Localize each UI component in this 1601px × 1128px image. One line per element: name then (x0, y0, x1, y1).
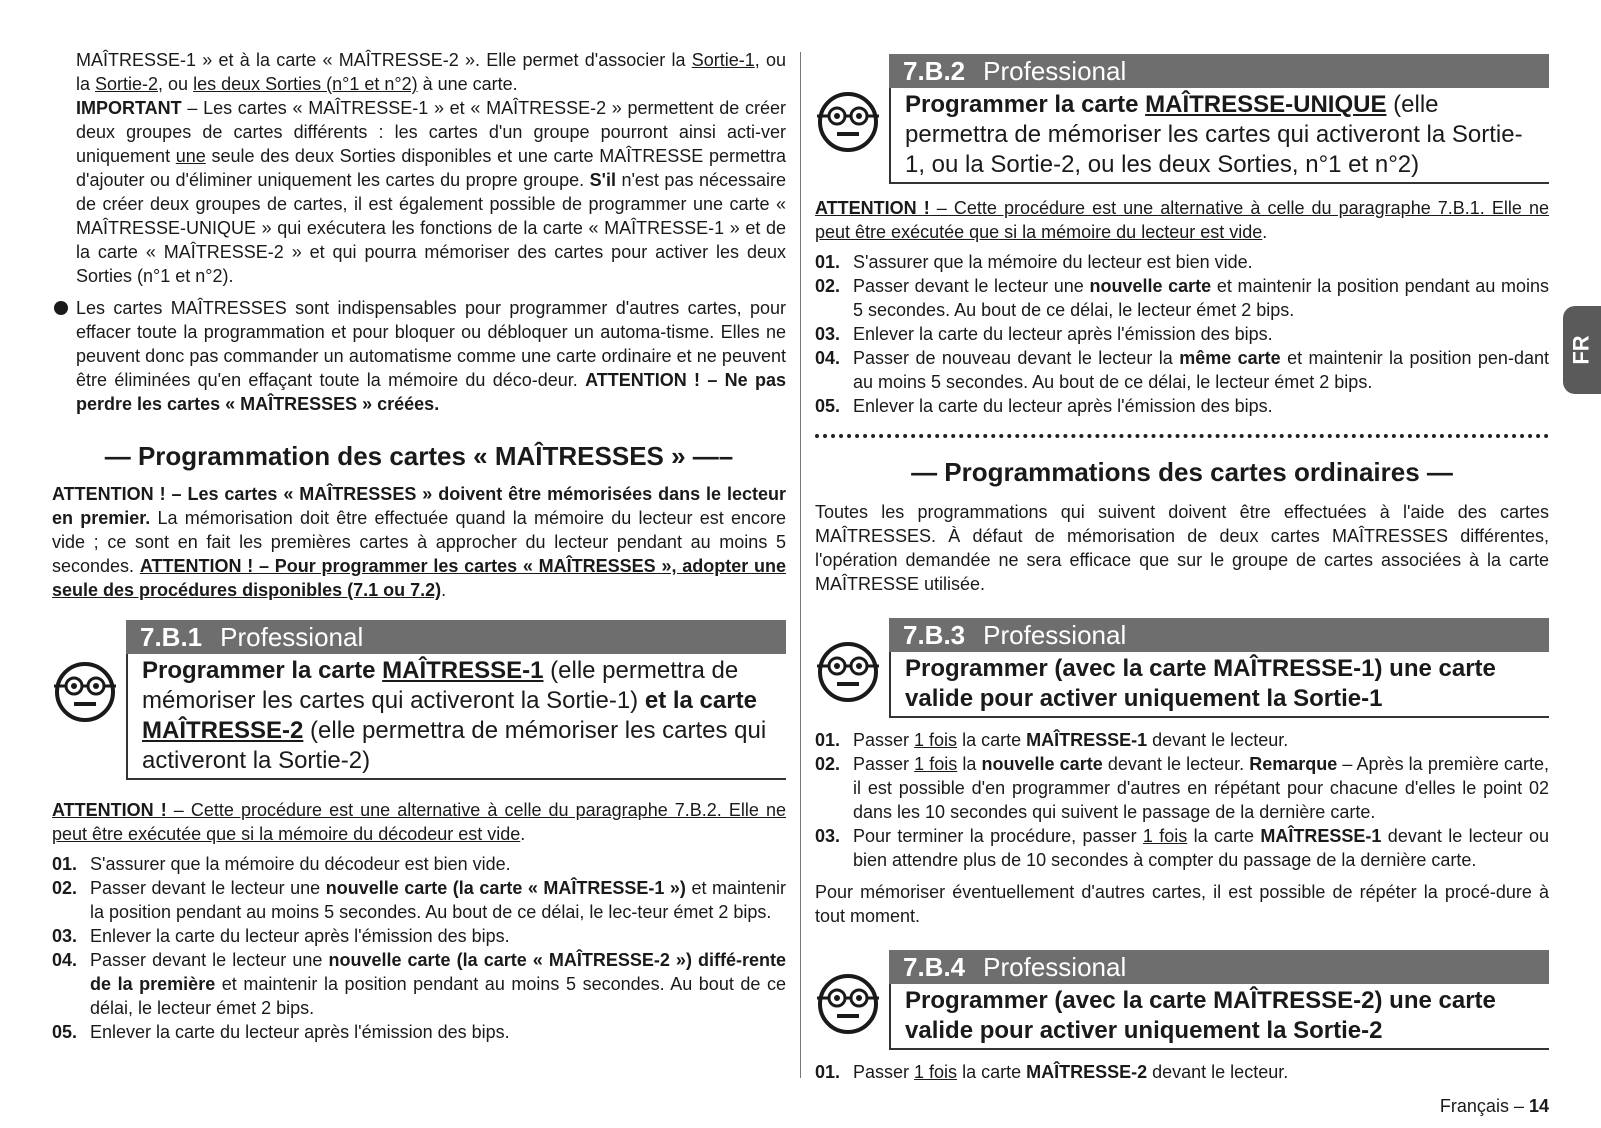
pro-title (889, 88, 1549, 184)
professional-face-icon (815, 88, 881, 154)
important-label: IMPORTANT (76, 98, 182, 118)
pro-title (889, 984, 1549, 1050)
step-text: et maintenir la position pendant au moins 5 secondes. Au bout de ce délai, le lecteur émet 2 bips. (853, 276, 1550, 320)
note-end: . (1262, 222, 1268, 242)
step-underline: 1 fois (914, 754, 958, 774)
step-bold: MAÎTRESSE-1 (1026, 730, 1148, 750)
bullet-bold: ATTENTION ! – Ne pas perdre les cartes « MAÎTRESSES » créées. (76, 370, 786, 414)
step-bold: même carte (1179, 348, 1281, 368)
section-title: — Programmations des cartes ordinaires — (911, 457, 1453, 487)
step-text: devant le lecteur. (1147, 1062, 1289, 1082)
pro-block-7b1 (52, 620, 786, 780)
step-text: et maintenir la position pendant au moins 5 secondes. Au bout de ce délai, le lecteur émet 2 bips. (90, 974, 787, 1018)
step-number: 03. (815, 324, 841, 344)
step-bold: nouvelle carte (la carte « MAÎTRESSE-2 ») diffé-rente de la première (90, 950, 787, 994)
section-number: 7.B.4 (903, 952, 966, 982)
pro-header-bar (126, 620, 786, 654)
page-footer (1440, 1094, 1549, 1118)
step-text: la (957, 754, 982, 774)
attention-bold-underline: ATTENTION ! – Pour programmer les cartes « MAÎTRESSES », adopter une seule des procédures disponibles (7.1 ou 7.2) (52, 556, 786, 600)
intro-underline-sortie1: Sortie-1 (691, 50, 755, 70)
note-text: – Cette procédure est une alternative à celle du paragraphe 7.B.2. Elle ne peut être exécutée que si la mémoire du décodeur est vide (52, 800, 786, 844)
step-bold: nouvelle carte (1089, 276, 1212, 296)
important-text: seule des deux Sorties disponibles et une carte MAÎTRESSE permettra d'ajouter ou d'éliminer uniquement les cartes du propre groupe. (76, 146, 786, 190)
column-divider (800, 52, 801, 1078)
intro-text: , ou (158, 74, 194, 94)
important-text: n'est pas nécessaire de créer deux groupes de cartes, il est également possible de programmer une carte « MAÎTRESSE-UNIQUE » qui exécutera les fonctions de la carte « MAÎTRESSE-1 » et de la carte « MAÎTRESSE-2 » et qui pourra mémoriser des cartes pour activer les deux Sorties (n°1 et n°2). (76, 170, 786, 286)
pro-block-7b4 (815, 950, 1549, 1050)
step-item (815, 250, 1549, 274)
section-number: 7.B.3 (903, 620, 966, 650)
pro-title-text: Programmer la carte (905, 91, 1146, 118)
step-list (52, 852, 786, 1044)
pro-title-text: Programmer la carte (142, 657, 383, 684)
ordinary-paragraph: Toutes les programmations qui suivent doivent être effectuées à l'aide des cartes MAÎTRESSES. À défaut de mémorisation de deux cartes MAÎTRESSES différentes, l'opération demandée ne sera efficace que sur le groupe de cartes associées à la carte MAÎTRESSE utilisée. (815, 502, 1549, 594)
dotted-separator (815, 434, 1549, 438)
pro-title (889, 652, 1549, 718)
note-bold: ATTENTION ! (815, 198, 930, 218)
intro-text: MAÎTRESSE-1 » et à la carte « MAÎTRESSE-2 ». Elle permet d'associer la (76, 50, 692, 70)
step-text: et maintenir la position pen-dant au moins 5 secondes. Au bout de ce délai, le lecteur émet 2 bips. (853, 348, 1549, 392)
pro-title-text: (elle permettra de mémoriser les cartes qui activeront la Sortie-1, ou la Sortie-2, ou les deux Sorties, n°1 et n°2) (905, 91, 1523, 178)
step-number: 02. (815, 754, 841, 774)
step-item (815, 346, 1549, 394)
step-number: 05. (815, 396, 841, 416)
important-bold: S'il (589, 170, 616, 190)
bullet-item (52, 296, 786, 416)
step-text: Passer (853, 1062, 915, 1082)
step-number: 03. (52, 926, 78, 946)
step-item (52, 924, 786, 948)
step-bold: MAÎTRESSE-1 (1260, 826, 1382, 846)
step-item (815, 394, 1549, 418)
section-title: — Programmation des cartes « MAÎTRESSES » —– (104, 441, 734, 471)
intro-paragraph (52, 48, 786, 288)
step-number: 05. (52, 1022, 78, 1042)
level-label: Professional (220, 622, 364, 652)
step-bold: nouvelle carte (la carte « MAÎTRESSE-1 ») (325, 878, 686, 898)
step-item (815, 824, 1549, 872)
professional-face-icon (52, 658, 118, 724)
important-underline: une (175, 146, 206, 166)
step-text: devant le lecteur. (1147, 730, 1289, 750)
professional-face-icon (815, 970, 881, 1036)
step-underline: 1 fois (1142, 826, 1188, 846)
step-bold: MAÎTRESSE-2 (1026, 1062, 1148, 1082)
left-column (52, 48, 786, 1044)
step-item (52, 876, 786, 924)
pro-block-7b3 (815, 618, 1549, 718)
step-text: Enlever la carte du lecteur après l'émission des bips. (90, 1022, 510, 1042)
step-text: la carte (1187, 826, 1261, 846)
step-number: 01. (815, 1062, 841, 1082)
pro-title-card1: MAÎTRESSE-1 (382, 657, 544, 684)
step-item (815, 322, 1549, 346)
pro-title-card: MAÎTRESSE-UNIQUE (1145, 91, 1387, 118)
step-text: la carte (957, 1062, 1027, 1082)
step-number: 03. (815, 826, 841, 846)
section-number: 7.B.1 (140, 622, 203, 652)
step-text: Passer devant le lecteur une (90, 878, 326, 898)
step-number: 04. (52, 950, 78, 970)
step-number: 02. (52, 878, 78, 898)
step-item (52, 1020, 786, 1044)
step-item (52, 948, 786, 1020)
step-underline: 1 fois (914, 1062, 958, 1082)
bullet-dot-icon (54, 301, 68, 315)
step-text: la carte (957, 730, 1027, 750)
step-text: Passer de nouveau devant le lecteur la (853, 348, 1180, 368)
intro-underline-sortie2: Sortie-2 (95, 74, 159, 94)
right-column (815, 54, 1549, 1084)
repeat-paragraph: Pour mémoriser éventuellement d'autres cartes, il est possible de répéter la procé-dure à tout moment. (815, 882, 1549, 926)
step-text: devant le lecteur ou bien attendre plus de 10 secondes à compter du passage de la dernière carte. (853, 826, 1549, 870)
language-tab (1563, 306, 1601, 394)
procedure-note (52, 798, 786, 846)
language-tab-label: FR (1568, 335, 1594, 365)
step-number: 01. (52, 854, 78, 874)
pro-block-7b2 (815, 54, 1549, 184)
pro-title-card2: MAÎTRESSE-2 (142, 717, 304, 744)
attention-paragraph (52, 482, 786, 602)
pro-title (126, 654, 786, 780)
step-text: Enlever la carte du lecteur après l'émission des bips. (90, 926, 510, 946)
pro-title-text: Programmer (avec la carte MAÎTRESSE-1) une carte valide pour activer uniquement la Sortie-1 (905, 655, 1496, 712)
professional-face-icon (815, 638, 881, 704)
step-number: 02. (815, 276, 841, 296)
level-label: Professional (983, 952, 1127, 982)
procedure-note (815, 196, 1549, 244)
note-text: – Cette procédure est une alternative à celle du paragraphe 7.B.1. Elle ne peut être exécutée que si la mémoire du lecteur est vide (815, 198, 1549, 242)
pro-title-text: (elle permettra de mémoriser les cartes qui activeront la Sortie-2) (142, 717, 767, 774)
pro-title-text: et la carte (644, 687, 757, 714)
page-number: 14 (1528, 1096, 1549, 1116)
level-label: Professional (983, 620, 1127, 650)
pro-header-bar (889, 618, 1549, 652)
intro-underline-both: les deux Sorties (n°1 et n°2) (193, 74, 418, 94)
step-text: Enlever la carte du lecteur après l'émission des bips. (853, 396, 1273, 416)
step-list (815, 1060, 1549, 1084)
pro-header-bar (889, 950, 1549, 984)
attention-end: . (441, 580, 447, 600)
step-number: 01. (815, 730, 841, 750)
step-text: Passer devant le lecteur une (853, 276, 1090, 296)
step-text: S'assurer que la mémoire du lecteur est bien vide. (853, 252, 1253, 272)
step-item (815, 1060, 1549, 1084)
pro-title-text: Programmer (avec la carte MAÎTRESSE-2) une carte valide pour activer uniquement la Sortie-2 (905, 987, 1496, 1044)
level-label: Professional (983, 56, 1127, 86)
footer-language: Français – (1439, 1096, 1529, 1116)
section-number: 7.B.2 (903, 56, 966, 86)
attention-bold: ATTENTION ! – Les cartes « MAÎTRESSES » doivent être mémorisées dans le lecteur en premier. (52, 484, 786, 528)
step-item (815, 728, 1549, 752)
step-item (52, 852, 786, 876)
step-text: Pour terminer la procédure, passer (853, 826, 1143, 846)
step-item (815, 752, 1549, 824)
important-text: – Les cartes « MAÎTRESSE-1 » et « MAÎTRESSE-2 » permettent de créer deux groupes de cartes différents : les cartes d'un groupe pourront ainsi acti-ver uniquement (76, 98, 786, 166)
step-text: S'assurer que la mémoire du décodeur est bien vide. (90, 854, 511, 874)
pro-header-bar (889, 54, 1549, 88)
step-bold: nouvelle carte (981, 754, 1103, 774)
step-text: et maintenir la position pendant au moins 5 secondes. Au bout de ce délai, le lec-teur émet 2 bips. (90, 878, 787, 922)
pro-title-text: (elle permettra de mémoriser les cartes qui activeront la Sortie-1) (142, 657, 739, 714)
step-number: 04. (815, 348, 841, 368)
note-end: . (520, 824, 526, 844)
step-text: devant le lecteur. (1102, 754, 1250, 774)
intro-text: à une carte. (417, 74, 518, 94)
step-number: 01. (815, 252, 841, 272)
step-text: Passer (853, 730, 915, 750)
step-text: Passer devant le lecteur une (90, 950, 329, 970)
step-text: Passer (853, 754, 915, 774)
bullet-text: Les cartes MAÎTRESSES sont indispensables pour programmer d'autres cartes, pour effacer toute la programmation et pour bloquer ou débloquer un automa-tisme. Elles ne peuvent donc pas commander un automatisme comme une carte ordinaire et ne peuvent être éliminées qu'en effaçant toute la mémoire du déco-deur. (76, 298, 786, 390)
step-item (815, 274, 1549, 322)
step-list (815, 250, 1549, 418)
step-text: – Après la première carte, il est possible d'en programmer d'autres en répétant pour chacune d'elles le point 02 dans les 10 secondes qui suivent le passage de la dernière carte. (853, 754, 1549, 822)
intro-text: , ou la (76, 50, 786, 94)
step-bold: Remarque (1249, 754, 1338, 774)
step-underline: 1 fois (914, 730, 958, 750)
step-text: Enlever la carte du lecteur après l'émission des bips. (853, 324, 1273, 344)
attention-text: La mémorisation doit être effectuée quand la mémoire du lecteur est encore vide ; ce sont en fait les premières cartes à approcher du lecteur pendant au moins 5 secondes. (52, 508, 787, 576)
step-list (815, 728, 1549, 872)
note-bold: ATTENTION ! (52, 800, 167, 820)
